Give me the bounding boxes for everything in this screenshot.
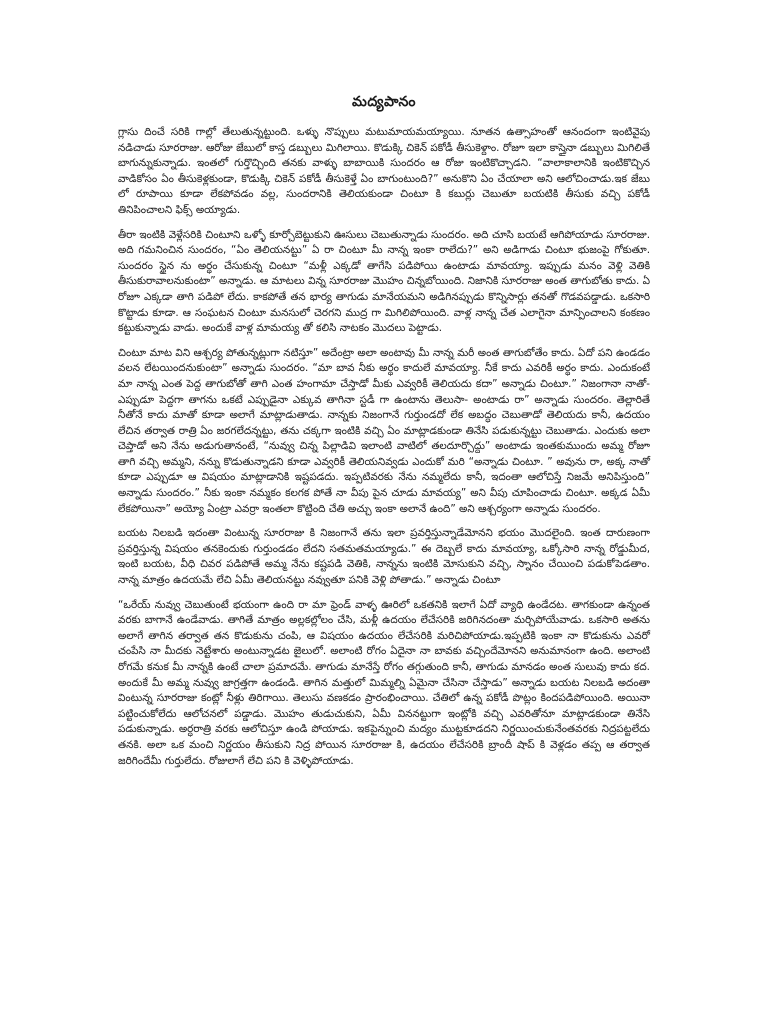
paragraph-4: బయట నిలబడి ఇదంతా వింటున్న సూరరాజు కి నిజంగానే తను ఇలా ప్రవర్తిస్తున్నాడేమోనని భయం మొదలైంది. ఇంత దారుణంగా ప్రవర్తిస్తున్న విషయం తనకెందుకు గుర్తుండడం లేదని సతమతమయ్యాడు.” ఈ దెబ్బలే కాదు మావయ్యా, ఒక్కోసారి నాన్న రోడ్డుమీద, ఇంటి బయట, వీధి చివర పడిపోతే అమ్మ నేను కష్టపడి వెతికి, నాన్నను ఇంటికి మోసుకుని వచ్చి, స్నానం చేయించి పడుకోపెడతాం. నాన్న మాత్రం ఉదయమే లేచి ఏమీ తెలియనట్టు నవ్వుతూ పనికి వెళ్లి పోతాడు.” అన్నాడు చింటూ <box>118 527 650 587</box>
paragraph-3: చింటూ మాట విని ఆశ్చర్య పోతున్నట్లుగా నటిస్తూ” అదేంట్రా అలా అంటావు మీ నాన్న మరీ అంత తాగుబోతేం కాదు. ఏదో పని ఉండడం వలన లేటయిందనుకుంటా” అన్నాడు సుందరం. “మా బావ నీకు అర్థం కాదులే మావయ్యా. నీకే కాదు ఎవరికీ అర్థం కాదు. ఎందుకంటే మా నాన్న ఎంత పెద్ద తాగుబోతో తాగి ఎంత హంగామా చేస్తాడో మీకు ఎవ్వరికీ తెలియదు కదా” అన్నాడు చింటూ.” నిజంగానా నాతో-ఎప్పుడూ పెద్దగా తాగను ఒకటే ఎప్పుడైనా ఎక్కువ తాగినా స్టడీ గా ఉంటాను తెలుసా- అంటాడు రా” అన్నాడు సుందరం. తెల్లారితే నీతోనే కాదు మాతో కూడా అలాగే మాట్లాడుతాడు. నాన్నకు నిజంగానే గుర్తుండదో లేక అబద్ధం చెబుతాడో తెలియదు కానీ, ఉదయం లేచిన తర్వాత రాత్రి ఏం జరగలేదన్నట్టు, తను చక్కగా ఇంటికి వచ్చి ఏం మాట్లాడకుండా తినేసి పడుకున్నట్టు చెబుతాడు. ఎందుకు అలా చెప్తాడో అని నేను అడుగుతానంటే, “నువ్వు చిన్న పిల్లాడివి ఇలాంటి వాటిలో తలదూర్చొద్దు” అంటాడు ఇంతకుముందు అమ్మ రోజూ తాగి వచ్చి అమ్మని, నన్ను కొడుతున్నాడని కూడా ఎవ్వరికీ తెలియనివ్వడు ఎందుకో మరి “అన్నాడు చింటూ. ” అవును రా, అక్క నాతో కూడా ఎప్పుడూ ఆ విషయం మాట్లాడానికి ఇష్టపడదు. ఇప్పటివరకు నేను నమ్మలేదు కానీ, ఇదంతా ఆలోచిస్తే నిజమే అనిపిస్తుంది” అన్నాడు సుందరం.” నీకు ఇంకా నమ్మకం కలగక పోతే నా వీపు పైన చూడు మావయ్య” అని వీపు చూపించాడు చింటూ. అక్కడ ఏమీ లేకపోయినా” అయ్యో ఏంట్రా ఎవర్రా ఇంతలా కొట్టింది చేతి అచ్చు ఇంకా అలానే ఉంది” అని ఆశ్చర్యంగా అన్నాడు సుందరం. <box>118 346 650 515</box>
document-body <box>118 125 650 778</box>
document-title: మద్యపానం <box>352 94 416 110</box>
paragraph-1: గ్లాసు దించే సరికి గాల్లో తేలుతున్నట్టుంది. ఒళ్ళు నొప్పులు మటుమాయమయ్యాయి. నూతన ఉత్సాహంతో ఆనందంగా ఇంటివైపు నడిచాడు సూరరాజు. ఆరోజు జేబులో కాస్త డబ్బులు మిగిలాయి. కొడుక్కి చికెన్ పకోడీ తీసుకెళ్దాం. రోజూ ఇలా కాస్తైనా డబ్బులు మిగిలితే బాగున్నుకున్నాడు. ఇంతలో గుర్తొచ్చింది తనకు వాళ్ళు బాబాయికి సుందరం ఆ రోజు ఇంటికొచ్చాడని. “వాలాకాలానికి ఇంటికొచ్చిన వాడికోసం ఏం తీసుకెళ్లకుండా, కొడుక్కి చికెన్ పకోడీ తీసుకెళ్తే ఏం బాగుంటుంది?” అనుకొని ఏం చేయాలా అని ఆలోచించాడు.ఇక జేబు లో రూపాయి కూడా లేకపోవడం వల్ల, సుందరానికి తెలియకుండా చింటూ కి కబుర్లు చెబుతూ బయటికి తీసుకు వచ్చి పకోడీ తినిపించాలని ఫిక్స్ అయ్యాడు. <box>118 126 650 216</box>
paragraph-2: తీరా ఇంటికి వెళ్లేసరికి చింటూని ఒళ్ళో కూర్చోబెట్టుకుని ఊసులు చెబుతున్నాడు సుందరం. అది చూసి బయటే ఆగిపోయాడు సూరరాజు. అది గమనించిన సుందరం, “ఏం తెలియనట్టు” ఏ రా చింటూ మీ నాన్న ఇంకా రాలేదు?” అని అడిగాడు చింటూ భుజంపై గోకుతూ. సుందరం స్థైన ను అర్థం చేసుకున్న చింటూ “మళ్లీ ఎక్కడో తాగేసి పడిపోయి ఉంటాడు మావయ్యా. ఇప్పుడు మనం వెళ్లి వెతికి తీసుకురావాలనుకుంటా” అన్నాడు. ఆ మాటలు విన్న సూరరాజు మొహం చిన్నబోయింది. నిజానికి సూరరాజు అంత తాగుబోతు కాదు. ఏ రోజూ ఎక్కడా తాగి పడిపో లేదు. కాకపోతే తన భార్య తాగుడు మానేయమని అడిగినప్పుడు కొన్నిసార్లు తనతో గొడవపడ్డాడు. ఒకసారి కొట్టాడు కూడా. ఆ సంఘటన చింటూ మనసులో చెరగని ముద్ర గా మిగిలిపోయింది. వాళ్ల నాన్న చేత ఎలాగైనా మాన్పించాలని కంకణం కట్టుకున్నాడు వాడు. అందుకే వాళ్ల మామయ్య తో కలిసి నాటకం మొదలు పెట్టాడు. <box>118 228 650 335</box>
paragraph-5: “ఒరేయ్ నువ్వు చెబుతుంటే భయంగా ఉంది రా మా ఫ్రెండ్ వాళ్ళ ఊరిలో ఒకతనికి ఇలాగే ఏదో వ్యాధి ఉండేదట. తాగకుండా ఉన్నంత వరకు బాగానే ఉండేవాడు. తాగితే మాత్రం అల్లకల్లోలం చేసి, మళ్లీ ఉదయం లేచేసరికి జరిగినదంతా మర్చిపోయేవాడు. ఒకసారి అతను అలాగే తాగిన తర్వాత తన కొడుకును చంపి, ఆ విషయం ఉదయం లేచేసరికి మరిచిపోయాడు.ఇప్పటికి ఇంకా నా కొడుకును ఎవరో చంపేసి నా మీదకు నెట్టేశారు అంటున్నాడట జైలులో. అలాంటి రోగం ఏదైనా నా బావకు వచ్చిందేమోనని అనుమానంగా ఉంది. అలాంటి రోగమే కనుక మీ నాన్నకి ఉంటే చాలా ప్రమాదమే. తాగుడు మానేస్తే రోగం తగ్గుతుంది కానీ, తాగుడు మానడం అంత సులువు కాదు కద. అందుకే మీ అమ్మ నువ్వు జాగ్రత్తగా ఉండండి. తాగిన మత్తులో మిమ్మల్ని ఏమైనా చేసినా చేస్తాడు” అన్నాడు బయట నిలబడి అదంతా వింటున్న సూరరాజు కంట్లో నీళ్లు తిరిగాయి. తెలుసు వణకడం ప్రారంభించాయి. చేతిలో ఉన్న పకోడీ పొట్లం కిందపడిపోయింది. అయినా పట్టించుకోలేదు ఆలోచనలో పడ్డాడు. మొహం తుడుచుకుని, ఏమీ విననట్టుగా ఇంట్లోకి వచ్చి ఎవరితోనూ మాట్లాడకుండా తినేసి పడుకున్నాడు. అర్ధరాత్రి వరకు ఆలోచిస్తూ ఉండి పోయాడు. ఇకపైన్నుంచి మద్యం ముట్టకూడదని నిర్ణయించుకునేంతవరకు నిద్రపట్టలేదు తనకి. అలా ఒక మంచి నిర్ణయం తీసుకుని నిద్ర పోయిన సూరరాజు కి, ఉదయం లేచేసరికి బ్రాందీ షాప్ కి వెళ్లడం తప్ప ఆ తర్వాత జరిగిందేమీ గుర్తులేదు. రోజులాగే లేచి పని కి వెళ్ళిపోయాడు. <box>118 598 650 767</box>
